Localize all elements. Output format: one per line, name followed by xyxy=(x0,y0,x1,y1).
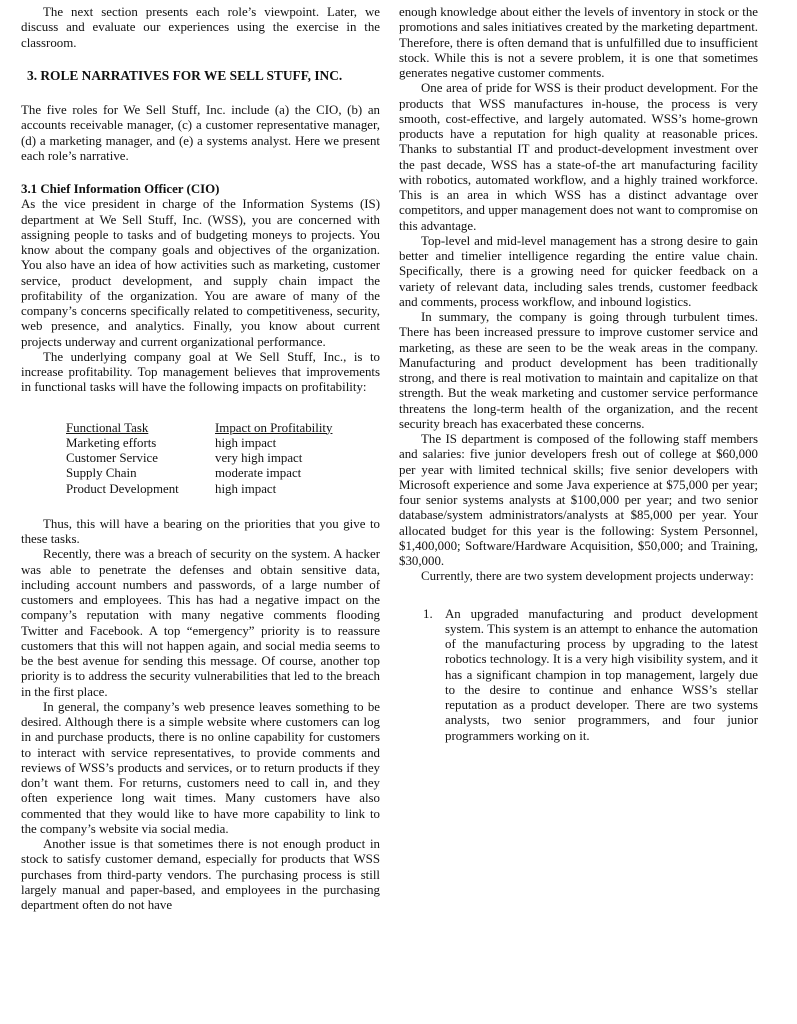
intro-paragraph: The next section presents each role’s viewpoint. Later, we discuss and evaluate our experiences using the exercise in the classroom. xyxy=(21,5,380,50)
impact-table-header-task: Functional Task xyxy=(66,420,149,435)
list-item-number: 1. xyxy=(423,606,433,621)
projects-list xyxy=(399,607,758,744)
cio-paragraph: As the vice president in charge of the Information Systems (IS) department at We Sell Stuff, Inc. (WSS), you are concerned with assigning people to tasks and of budgeting moneys to projects. You know about the company goals and objectives of the organization. You also have an idea of how activities such as marketing, customer service, product development, and supply chain impact the profitability of the organization. You are aware of many of the company’s concerns specifically related to competitiveness, security, web presence, and analytics. Finally, you know about current projects underway and current organizational performance. xyxy=(21,197,380,349)
table-cell-impact: very high impact xyxy=(215,451,303,465)
goal-paragraph: The underlying company goal at We Sell Stuff, Inc., is to increase profitability. Top management believes that improvements in functional tasks will have the following impacts on profitability: xyxy=(21,349,380,395)
impact-table xyxy=(66,421,332,497)
list-item xyxy=(399,607,758,744)
list-item-text: An upgraded manufacturing and product development system. This system is an attempt to enhance the automation of the manufacturing process by upgrading to the latest robotics technology. It is a very high visibility system, and it has a significant champion in top management, largely due to the desire to continue and enhance WSS’s stellar reputation as a product developer. There are two systems analysts, two senior programmers, and four junior programmers working on it. xyxy=(445,606,758,743)
roles-paragraph: The five roles for We Sell Stuff, Inc. include (a) the CIO, (b) an accounts receivable manager, (c) a customer representative manager, (d) a marketing manager, and (e) a systems analyst. Here we present each role’s narrative. xyxy=(21,103,380,163)
staff-paragraph: The IS department is composed of the following staff members and salaries: five junior developers fresh out of college at $60,000 per year with limited technical skills; five senior developers with Microsoft experience and some Java experience at $75,000 per year; four senior systems analysts at $100,000 per year; and two senior database/system administrators/analysts at $85,000 per year. Your allocated budget for this year is the following: System Personnel, $1,400,000; Software/Hardware Acquisition, $50,000; and Training, $30,000. xyxy=(399,432,758,568)
table-cell-task: Supply Chain xyxy=(66,466,137,481)
subsection-heading: 3.1 Chief Information Officer (CIO) xyxy=(21,182,220,196)
continued-paragraph: enough knowledge about either the levels of inventory in stock or the promotions and sales initiatives created by the marketing department. Therefore, there is often demand that is unfulfilled due to insufficient stock. While this is not a severe problem, it is one that sometimes generates negative customer comments. xyxy=(399,5,758,80)
table-row xyxy=(66,466,332,481)
table-cell-task: Product Development xyxy=(66,481,179,496)
projects-intro-paragraph: Currently, there are two system development projects underway: xyxy=(421,569,754,584)
right-column xyxy=(399,5,758,744)
table-cell-impact: high impact xyxy=(215,481,277,496)
priorities-paragraph: Thus, this will have a bearing on the priorities that you give to these tasks. xyxy=(21,516,380,546)
impact-table-header-impact: Impact on Profitability xyxy=(215,420,333,435)
breach-paragraph: Recently, there was a breach of security on the system. A hacker was able to penetrate the defenses and obtain sensitive data, including account numbers and passwords, of a large number of customers and employees. This has had a negative impact on the company’s reputation with many negative comments flooding Twitter and Facebook. A top “emergency” priority is to reassure customers that this will not happen again, and social media seems to be the best avenue for sending this message. Of course, another top priority is to address the security vulnerabilities that led to the breach in the first place. xyxy=(21,547,380,699)
left-column xyxy=(21,5,380,913)
stock-paragraph: Another issue is that sometimes there is not enough product in stock to satisfy customer demand, especially for products that WSS purchases from third-party vendors. The purchasing process is still largely manual and paper-based, and employees in the purchasing department often do not have xyxy=(21,837,380,912)
table-cell-task: Marketing efforts xyxy=(66,435,157,450)
management-paragraph: Top-level and mid-level management has a strong desire to gain better and timelier intelligence regarding the entire value chain. Specifically, there is a growing need for quicker feedback on a variety of relevant data, including sales trends, customer feedback and comments, process workflow, and inbound logistics. xyxy=(399,233,758,309)
table-cell-task: Customer Service xyxy=(66,451,159,465)
product-development-paragraph: One area of pride for WSS is their product development. For the products that WSS manufactures in-house, the process is very smooth, cost-effective, and largely automated. WSS’s home-grown products have a reputation for high quality at reasonable prices. Thanks to substantial IT and product-development investment over the past decade, WSS has a state-of-the art manufacturing facility with robotics, automated workflow, and a highly trained workforce. This is an area in which WSS has a distinct advantage over competitors, and upper management does not want to compromise on this advantage. xyxy=(399,81,758,233)
web-presence-paragraph: In general, the company’s web presence leaves something to be desired. Although there is a simple website where customers can log in and purchase products, there is no online capability for customers to interact with service representatives, to provide comments and reviews of WSS’s products and services, or to return products if they don’t want them. For returns, customers need to call in, and they often experience long wait times. Many customers have also commented that they would like to have more capability to link to the company’s website via social media. xyxy=(21,699,380,836)
table-cell-impact: high impact xyxy=(215,435,277,450)
summary-paragraph: In summary, the company is going through turbulent times. There has been increased pressure to improve customer service and marketing, as these are seen to be the weak areas in the company. Manufacturing and product development has been traditionally strong, and there is real motivation to maintain and capitalize on that strength. But the weak marketing and customer service performance threatens the long-term health of the organization, and the recent security breach has exacerbated these concerns. xyxy=(399,310,758,431)
table-cell-impact: moderate impact xyxy=(215,466,302,481)
table-row xyxy=(66,482,332,497)
impact-table-header-row xyxy=(66,421,332,436)
section-heading: 3. ROLE NARRATIVES FOR WE SELL STUFF, INC. xyxy=(27,67,343,83)
table-row xyxy=(66,451,332,466)
table-row xyxy=(66,436,332,451)
